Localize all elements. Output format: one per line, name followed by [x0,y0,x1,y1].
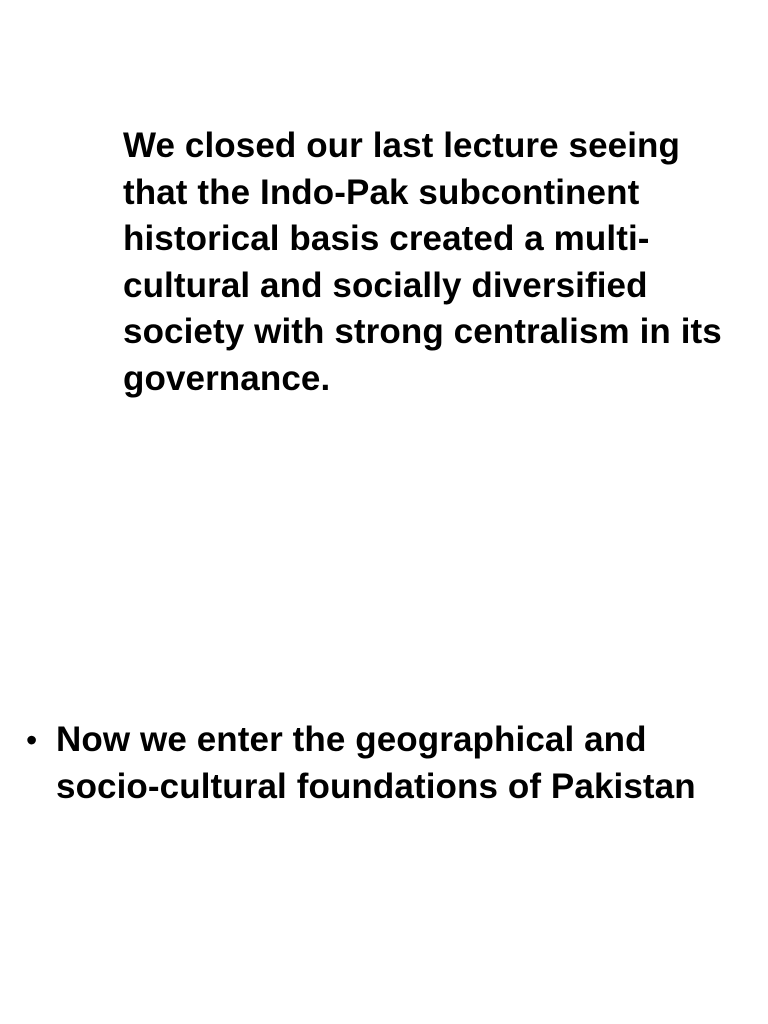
intro-paragraph: We closed our last lecture seeing that the Indo-Pak subcontinent historical basis created a multi-cultural and socially diversified society with strong centralism in its governance. [123,126,722,398]
bullet-text: Now we enter the geographical and socio-cultural foundations of Pakistan [56,720,696,806]
bullet-marker: • [26,722,38,758]
bullet-item [26,717,746,810]
bullet-list [26,717,746,810]
